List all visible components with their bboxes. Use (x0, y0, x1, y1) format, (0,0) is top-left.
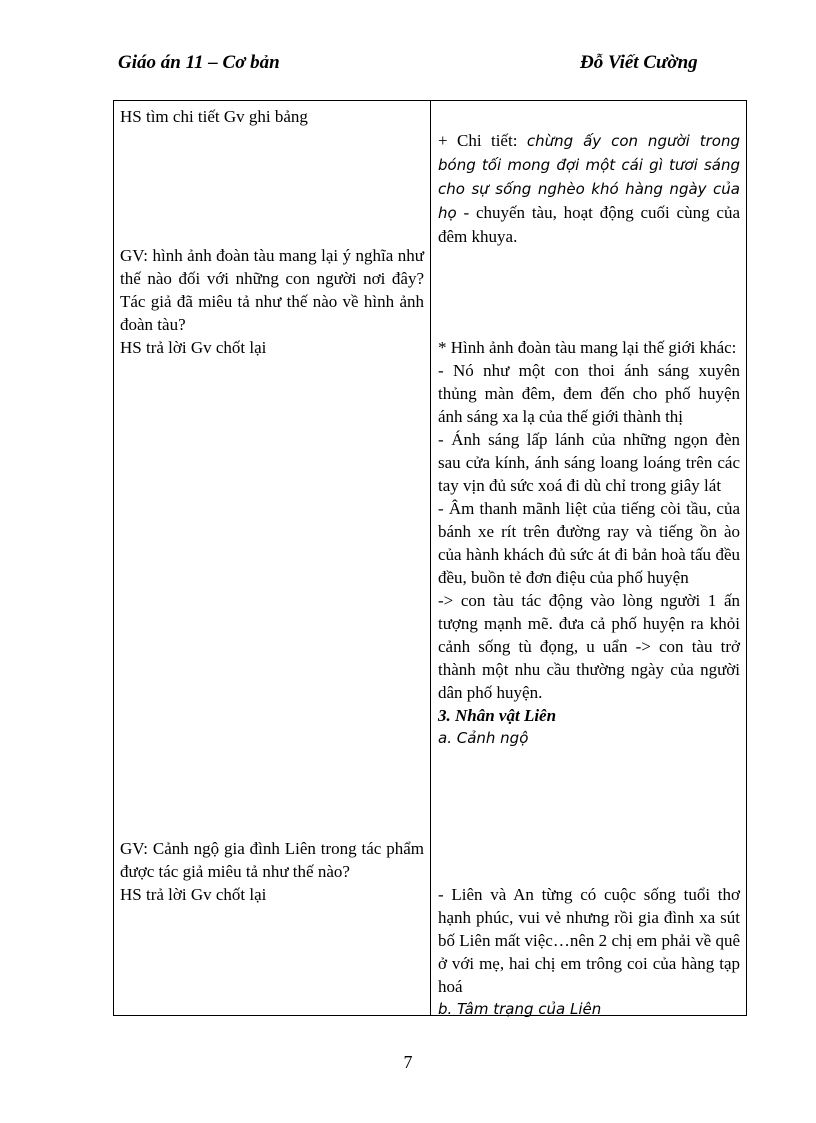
column-divider (430, 101, 431, 1015)
train-bullet: - Ánh sáng lấp lánh của những ngọn đèn sau cửa kính, ánh sáng loang loáng trên các tay vịn đủ sức xoá đi dù chỉ trong giây lát (438, 430, 740, 495)
detail-suffix: - chuyến tàu, hoạt động cuối cùng của đêm khuya. (438, 203, 740, 246)
train-bullet: - Nó như một con thoi ánh sáng xuyên thủng màn đêm, đem đến cho phố huyện ánh sáng xa lạ của thế giới thành thị (438, 361, 740, 426)
lesson-table (113, 100, 747, 1016)
left-block-4 (120, 837, 424, 883)
left-paragraph: HS trả lời Gv chốt lại (120, 885, 267, 904)
left-block-1 (120, 105, 424, 128)
left-block-5 (120, 883, 424, 906)
left-paragraph: GV: Cảnh ngộ gia đình Liên trong tác phẩm được tác giả miêu tả như thế nào? (120, 839, 424, 881)
detail-paragraph (438, 129, 740, 248)
left-block-2 (120, 244, 424, 336)
train-conclusion: -> con tàu tác động vào lòng người 1 ấn tượng mạnh mẽ. đưa cả phố huyện ra khỏi cảnh sống tù đọng, u uẩn -> con tàu trở thành một nhu cầu thường ngày của người dân phố huyện. (438, 591, 740, 702)
header-left: Giáo án 11 – Cơ bản (118, 52, 280, 73)
lien-paragraph: - Liên và An từng có cuộc sống tuổi thơ hạnh phúc, vui vẻ nhưng rồi gia đình xa sút bố Liên mất việc…nên 2 chị em phải về quê ở với mẹ, hai chị em trông coi của hàng tạp hoá (438, 885, 740, 996)
detail-prefix: + Chi tiết: (438, 131, 527, 150)
left-paragraph: GV: hình ảnh đoàn tàu mang lại ý nghĩa như thế nào đối với những con người nơi đây? Tác giả đã miêu tả như thế nào về hình ảnh đoàn tàu? (120, 246, 424, 334)
train-bullet: - Âm thanh mãnh liệt của tiếng còi tầu, của bánh xe rít trên đường ray và tiếng ồn ào của hành khách đủ sức át đi bản hoà tấu đều đều, buồn tẻ đơn điệu của phố huyện (438, 499, 740, 587)
subheading-a: a. Cảnh ngộ (438, 729, 529, 747)
page-number: 7 (403, 1052, 413, 1072)
left-paragraph: HS tìm chi tiết Gv ghi bảng (120, 107, 308, 126)
lien-block (438, 883, 740, 1021)
train-block (438, 336, 740, 750)
left-block-3 (120, 336, 424, 359)
section-heading: 3. Nhân vật Liên (438, 706, 557, 725)
train-intro: * Hình ảnh đoàn tàu mang lại thế giới khác: (438, 338, 737, 357)
left-paragraph: HS trả lời Gv chốt lại (120, 338, 267, 357)
detail-italic: chừng ấy con người trong bóng tối mong đợi một cái gì tươi sáng cho sự sống nghèo khó hàng ngày của họ (438, 132, 740, 222)
header-right: Đỗ Viết Cường (580, 52, 698, 73)
subheading-b: b. Tâm trạng của Liên (438, 1000, 602, 1018)
detail-block (438, 129, 740, 248)
